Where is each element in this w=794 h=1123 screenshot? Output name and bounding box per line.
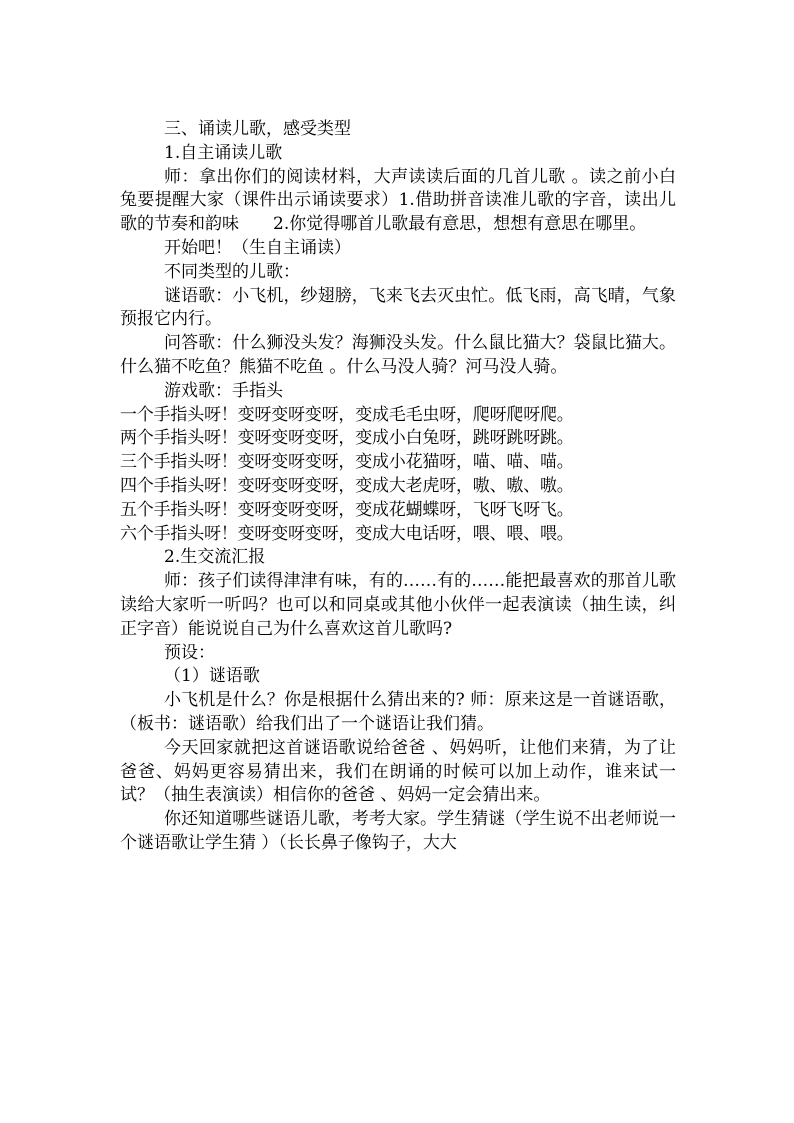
paragraph-riddle-heading: （1）谜语歌	[164, 666, 260, 687]
paragraph-riddle-discussion: 小飞机是什么？你是根据什么猜出来的? 师：原来这是一首谜语歌，（板书：谜语歌）给我们出了一个谜语让我们猜。	[120, 690, 676, 734]
paragraph-game-song-title: 游戏歌：手指头	[164, 380, 283, 401]
finger-song-line: 五个手指头呀！变呀变呀变呀，变成花蝴蝶呀，飞呀飞呀飞。	[120, 499, 574, 520]
paragraph-song-types: 不同类型的儿歌：	[164, 261, 300, 282]
paragraph-preset: 预设：	[164, 642, 215, 663]
finger-song-line: 四个手指头呀！变呀变呀变呀，变成大老虎呀，嗷、嗷、嗷。	[120, 475, 574, 496]
finger-song-line: 两个手指头呀！变呀变呀变呀，变成小白兔呀，跳呀跳呀跳。	[120, 428, 574, 449]
section-heading: 三、诵读儿歌，感受类型	[164, 119, 351, 139]
document-page	[120, 118, 676, 856]
paragraph-riddle-song: 谜语歌：小飞机，纱翅膀，飞来飞去灭虫忙。低飞雨，高飞晴，气象预报它内行。	[120, 285, 676, 330]
paragraph-teacher-share: 师：孩子们读得津津有味，有的……有的……能把最喜欢的那首儿歌读给大家听一听吗？也可以和同桌或其他小伙伴一起表演读（抽生读，纠正字音）能说说自己为什么喜欢这首儿歌吗?	[120, 571, 676, 639]
finger-song-line: 三个手指头呀！变呀变呀变呀，变成小花猫呀，喵、喵、喵。	[120, 452, 574, 473]
paragraph-teacher-instructions: 师：拿出你们的阅读材料，大声读读后面的几首儿歌 。读之前小白兔要提醒大家（课件出示诵读要求）1.借助拼音读准儿歌的字音，读出儿歌的节奏和韵味 2.你觉得哪首儿歌最有意思，想想有意思在哪里。	[120, 166, 676, 235]
paragraph-start: 开始吧！（生自主诵读）	[164, 237, 351, 258]
subsection-heading: 2.生交流汇报	[164, 547, 266, 568]
paragraph-homework: 今天回家就把这首谜语歌说给爸爸 、妈妈听，让他们来猜，为了让爸爸、妈妈更容易猜出来，我们在朗诵的时候可以加上动作，谁来试一试？（抽生表演读）相信你的爸爸 、妈妈一定会猜出来。	[120, 737, 676, 806]
paragraph-question-song: 问答歌：什么狮没头发？海狮没头发。什么鼠比猫大？袋鼠比猫大。什么猫不吃鱼？熊猫不吃鱼 。什么马没人骑？河马没人骑。	[120, 333, 676, 377]
paragraph-more-riddles: 你还知道哪些谜语儿歌，考考大家。学生猜谜（学生说不出老师说一个谜语歌让学生猜 ）（长长鼻子像钩子，大大	[120, 809, 676, 853]
finger-song-line: 六个手指头呀！变呀变呀变呀，变成大电话呀，喂、喂、喂。	[120, 523, 574, 544]
subsection-heading: 1.自主诵读儿歌	[164, 142, 283, 163]
finger-song-line: 一个手指头呀！变呀变呀变呀，变成毛毛虫呀，爬呀爬呀爬。	[120, 404, 574, 425]
